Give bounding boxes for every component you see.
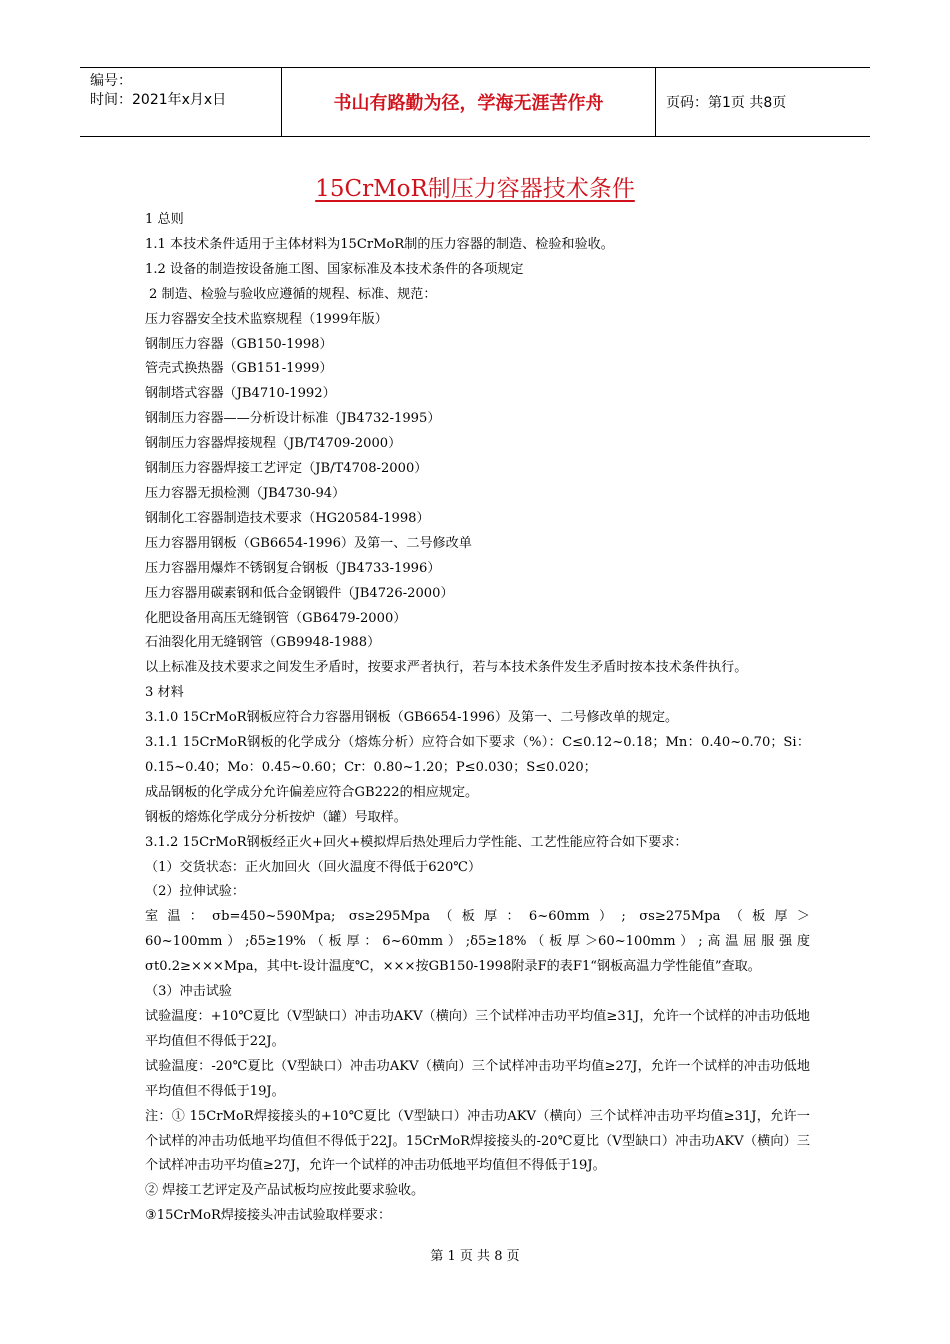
paragraph: 3.1.0 15CrMoR钢板应符合力容器用钢板（GB6654-1996）及第一、二号修改单的规定。	[145, 710, 679, 726]
standard-item: 钢制化工容器制造技术要求（HG20584-1998）	[145, 510, 430, 526]
paragraph: （3）冲击试验	[145, 984, 232, 1000]
paragraph: （2）拉伸试验：	[145, 884, 245, 900]
paragraph: 1.2 设备的制造按设备施工图、国家标准及本技术条件的各项规定	[145, 261, 524, 277]
document-title: 15CrMoR制压力容器技术条件	[315, 176, 635, 202]
paragraph: 成品钢板的化学成分允许偏差应符合GB222的相应规定。	[145, 784, 479, 800]
standard-item: 压力容器安全技术监察规程（1999年版）	[145, 311, 388, 327]
standard-item: 压力容器用碳素钢和低合金钢锻件（JB4726-2000）	[145, 585, 454, 601]
paragraph: （1）交货状态：正火加回火（回火温度不得低于620℃）	[145, 859, 482, 875]
standard-item: 钢制压力容器焊接工艺评定（JB/T4708-2000）	[145, 461, 428, 477]
page-header	[80, 67, 870, 137]
number-label: 编号：	[90, 73, 132, 89]
standard-item: 压力容器用爆炸不锈钢复合钢板（JB4733-1996）	[145, 560, 441, 576]
paragraph: 试验温度：-20℃夏比（V型缺口）冲击功AKV（横向）三个试样冲击功平均值≥27J，允许一个试样的冲击功低地平均值但不得低于19J。	[145, 1058, 810, 1099]
header-meta	[80, 68, 282, 136]
paragraph: 试验温度：+10℃夏比（V型缺口）冲击功AKV（横向）三个试样冲击功平均值≥31J，允许一个试样的冲击功低地平均值但不得低于22J。	[145, 1009, 810, 1049]
standard-item: 化肥设备用高压无缝钢管（GB6479-2000）	[145, 610, 407, 626]
standard-item: 压力容器用钢板（GB6654-1996）及第一、二号修改单	[145, 535, 472, 551]
section-heading: 3 材料	[145, 685, 184, 701]
standard-item: 石油裂化用无缝钢管（GB9948-1988）	[145, 635, 381, 651]
page-footer: 第 1 页 共 8 页	[430, 1249, 520, 1264]
paragraph: 3.1.2 15CrMoR钢板经正火+回火+模拟焊后热处理后力学性能、工艺性能应符合如下要求：	[145, 834, 688, 850]
section-heading: 1 总则	[145, 212, 184, 227]
paragraph: 3.1.1 15CrMoR钢板的化学成分（熔炼分析）应符合如下要求（%）：C≤0.12~0.18；Mn：0.40~0.70；Si：0.15~0.40；Mo：0.45~0.60；Cr：0.80~1.20；P≤0.030；S≤0.020；	[145, 735, 810, 775]
standard-item: 钢制压力容器（GB150-1998）	[145, 336, 333, 352]
section-heading: 2 制造、检验与验收应遵循的规程、标准、规范：	[149, 286, 437, 302]
standard-item: 钢制压力容器焊接规程（JB/T4709-2000）	[145, 436, 402, 452]
document-body	[145, 208, 810, 1229]
paragraph: ③15CrMoR焊接接头冲击试验取样要求：	[145, 1208, 392, 1224]
paragraph: ② 焊接工艺评定及产品试板均应按此要求验收。	[145, 1183, 425, 1199]
header-page-label: 页码：第1页 共8页	[666, 95, 787, 111]
document-title-wrap	[0, 170, 950, 203]
standard-item: 钢制塔式容器（JB4710-1992）	[145, 386, 336, 402]
standard-item: 压力容器无损检测（JB4730-94）	[145, 485, 346, 501]
paragraph: 注：① 15CrMoR焊接接头的+10℃夏比（V型缺口）冲击功AKV（横向）三个试样冲击功平均值≥31J，允许一个试样的冲击功低地平均值但不得低于22J。15CrMoR焊接接头的-20℃夏比（V型缺口）冲击功AKV（横向）三个试样冲击功平均值≥27J，允许一个试样的冲击功低地平均值但不得低于19J。	[145, 1108, 810, 1174]
paragraph: 以上标准及技术要求之间发生矛盾时，按要求严者执行，若与本技术条件发生矛盾时按本技术条件执行。	[145, 660, 748, 676]
header-motto: 书山有路勤为径，学海无涯苦作舟	[282, 68, 656, 136]
paragraph: 钢板的熔炼化学成分分析按炉（罐）号取样。	[145, 809, 407, 825]
standard-item: 钢制压力容器——分析设计标准（JB4732-1995）	[145, 411, 441, 427]
time-label: 时间：2021年x月x日	[90, 92, 227, 108]
paragraph: 室温：σb=450~590Mpa; σs≥295Mpa（板厚：6~60mm）; σs≥275Mpa（板厚＞60~100mm）;δ5≥19%（板厚：6~60mm）;δ5≥18%（板厚＞60~100mm）;高温屈服强度σt0.2≥×××Mpa，其中t-设计温度℃，×××按GB150-1998附录F的表F1“钢板高温力学性能值”查取。	[145, 909, 810, 975]
standard-item: 管壳式换热器（GB151-1999）	[145, 361, 333, 377]
paragraph: 1.1 本技术条件适用于主体材料为15CrMoR制的压力容器的制造、检验和验收。	[145, 236, 614, 252]
